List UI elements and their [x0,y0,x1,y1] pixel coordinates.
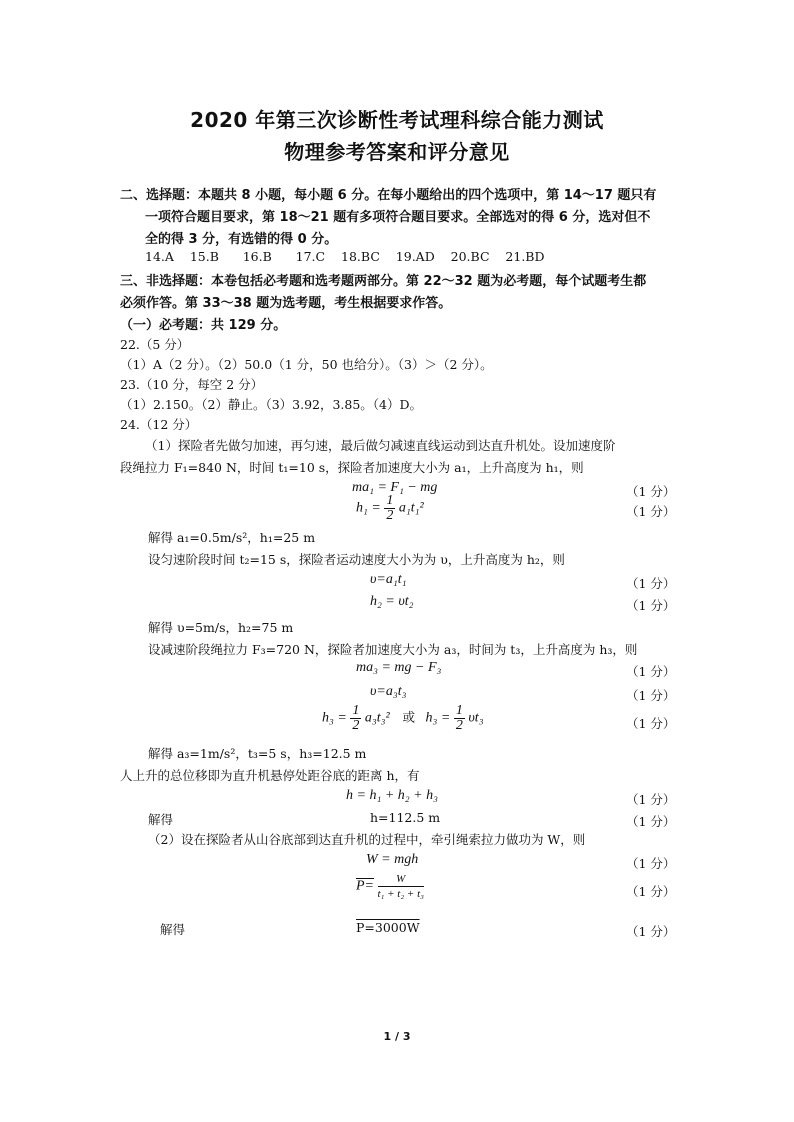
equation: ma₁ = F₁ − mg [352,480,438,495]
equation [356,872,424,901]
q24-head: 24.（12 分） [120,417,198,432]
solution-value: h=112.5 m [370,810,441,825]
equation-lhs: P= [356,878,374,894]
q23-head: 23.（10 分，每空 2 分） [120,377,264,392]
q24-p2: 设匀速阶段时间 t₂=15 s，探险者运动速度大小为为 υ，上升高度为 h₂，则 [148,552,565,567]
fraction-denominator: 2 [455,718,463,733]
mc-answer: 21.BD [505,249,545,264]
score-label: （1 分） [626,856,676,871]
fraction-numerator: W [378,872,425,887]
solution-line: 解得 υ=5m/s，h₂=75 m [148,620,294,635]
mc-answer: 16.B [242,249,272,264]
equation-lhs: h₃ = [425,710,451,726]
q22-answer: （1）A（2 分）。（2）50.0（1 分，50 也给分）。（3）＞（2 分）。 [120,357,493,372]
equation-rhs: υt₃ [468,710,484,726]
q24-p4: 人上升的总位移即为直升机悬停处距谷底的距离 h，有 [120,768,420,783]
q22-head: 22.（5 分） [120,337,190,352]
solution-label: 解得 [148,812,174,827]
fraction-denominator: 2 [352,718,360,733]
fraction [378,872,425,901]
equation [356,494,424,523]
section3-line1: 三、非选择题：本卷包括必考题和选考题两部分。第 22～32 题为必考题，每个试题考生都 [120,274,647,289]
or-label: 或 [402,710,416,725]
section2-line2: 一项符合题目要求，第 18～21 题有多项符合题目要求。全部选对的得 6 分，选对但不 [145,210,651,225]
score-label: （1 分） [626,484,676,499]
q24-p1-line2: 段绳拉力 F₁=840 N，时间 t₁=10 s，探险者加速度大小为 a₁，上升高度为 h₁，则 [120,460,584,475]
mc-answers [145,249,545,264]
solution-value: P=3000W [356,920,420,935]
q23-answer: （1）2.150。（2）静止。（3）3.92，3.85。（4）D。 [120,397,423,412]
document-title: 2020 年第三次诊断性考试理科综合能力测试 [190,108,604,132]
solution-label: 解得 [160,922,186,937]
fraction-denominator: t₁ + t₂ + t₃ [377,888,424,900]
section3-line2: 必须作答。第 33～38 题为选考题，考生根据要求作答。 [120,296,452,311]
fraction [384,494,395,523]
mc-answer: 17.C [295,249,326,264]
fraction-numerator: 1 [352,703,360,718]
equation: h₂ = υt₂ [370,594,414,609]
section2-line3: 全的得 3 分，有选错的得 0 分。 [145,232,338,247]
equation: υ=a₃t₃ [370,684,407,699]
mc-answer: 20.BC [450,249,490,264]
q24-p1-line1: （1）探险者先做匀加速，再匀速，最后做匀减速直线运动到达直升机处。设加速度阶 [145,438,616,453]
score-label: （1 分） [626,688,676,703]
equation: ma₃ = mg − F₃ [356,660,442,675]
mc-answer: 15.B [189,249,219,264]
q24-p5: （2）设在探险者从山谷底部到达直升机的过程中，牵引绳索拉力做功为 W，则 [148,832,586,847]
page-number: 1 / 3 [383,1030,411,1043]
score-label: （1 分） [626,664,676,679]
score-label: （1 分） [626,884,676,899]
equation: υ=a₁t₁ [370,572,407,587]
q24-p3: 设减速阶段绳拉力 F₃=720 N，探险者加速度大小为 a₃，时间为 t₃，上升高度为 h₃，则 [148,642,638,657]
score-label: （1 分） [626,792,676,807]
fraction [454,704,465,733]
fraction [350,704,361,733]
score-label: （1 分） [626,598,676,613]
equation-lhs: h₁ = [356,500,381,516]
document-subtitle: 物理参考答案和评分意见 [284,140,510,164]
equation-rhs: a₁t₁² [398,500,424,516]
equation: h = h₁ + h₂ + h₃ [346,788,438,803]
score-label: （1 分） [626,716,676,731]
solution-line: 解得 a₁=0.5m/s²，h₁=25 m [148,530,316,545]
equation [322,704,484,733]
mc-answer: 18.BC [341,249,380,264]
fraction-denominator: 2 [386,508,394,523]
score-label: （1 分） [626,924,676,939]
solution-line: 解得 a₃=1m/s²，t₃=5 s，h₃=12.5 m [148,746,367,761]
equation-rhs: a₃t₃² [364,710,390,726]
fraction-numerator: 1 [455,703,463,718]
mc-answer: 14.A [145,249,174,264]
equation: W = mgh [366,852,419,867]
mc-answer: 19.AD [395,249,435,264]
section3-part1: （一）必考题：共 129 分。 [120,318,287,333]
score-label: （1 分） [626,814,676,829]
equation-lhs: h₃ = [322,710,347,726]
section2-line1: 二、选择题：本题共 8 小题，每小题 6 分。在每小题给出的四个选项中，第 14～17 题只有 [120,188,657,203]
score-label: （1 分） [626,504,676,519]
fraction-numerator: 1 [386,493,394,508]
score-label: （1 分） [626,576,676,591]
